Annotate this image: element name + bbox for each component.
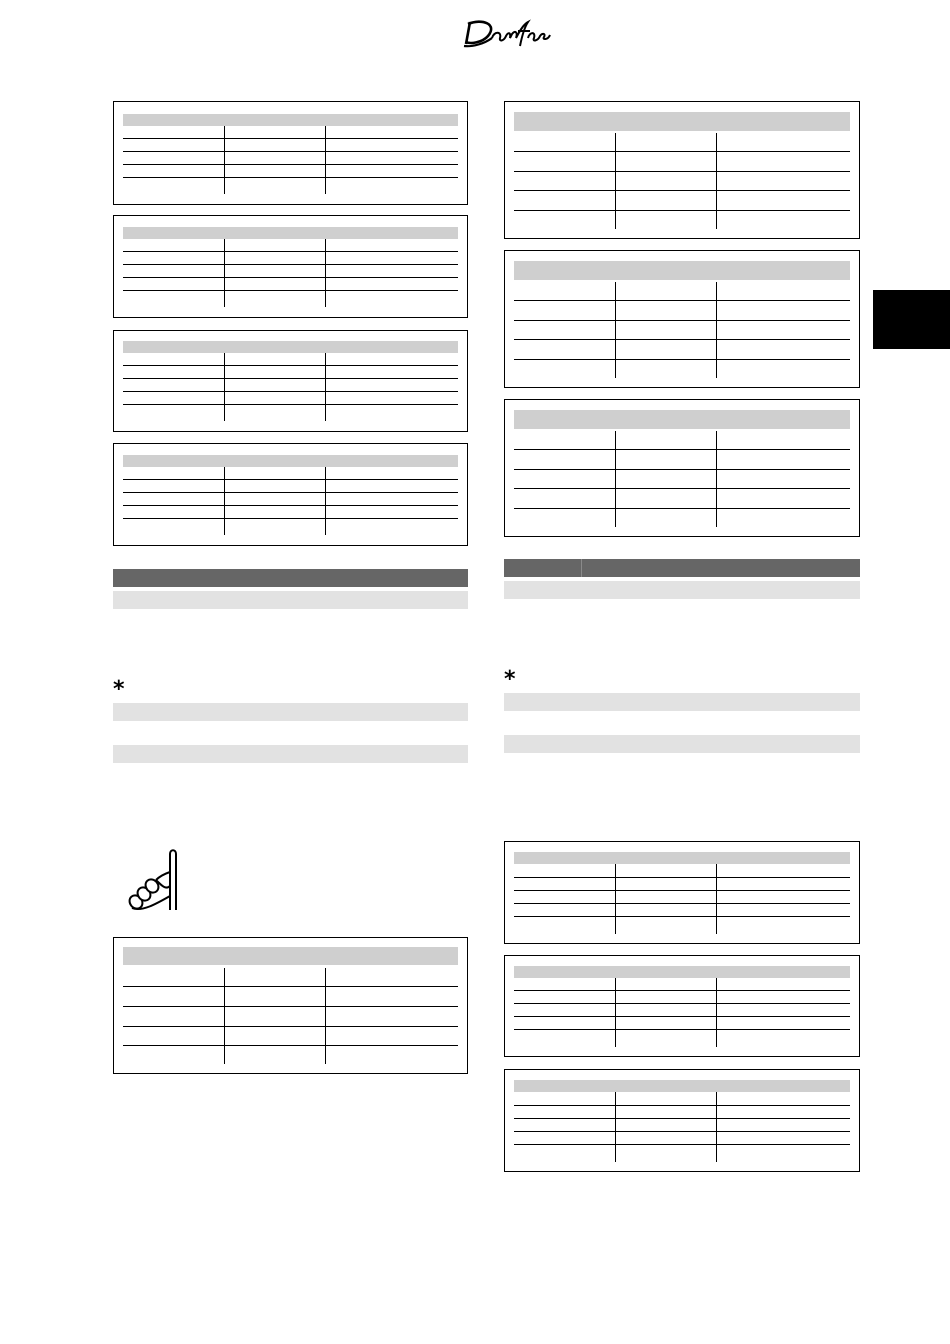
table-row (123, 165, 458, 178)
parameter-table (113, 443, 468, 546)
table-row (123, 278, 458, 291)
table-header (123, 114, 458, 126)
parameter-table (504, 955, 860, 1057)
table-header (123, 341, 458, 353)
table-header (514, 1080, 850, 1092)
parameter-table (504, 250, 860, 388)
table-header (123, 227, 458, 239)
table-row (514, 191, 850, 211)
parameter-title-bar (113, 569, 468, 587)
table-row (123, 252, 458, 265)
table-row (514, 450, 850, 470)
table-row (514, 891, 850, 904)
table-row (123, 139, 458, 152)
table-row (514, 282, 850, 301)
table-row (514, 1017, 850, 1030)
parameter-table (113, 937, 468, 1074)
table-header (514, 852, 850, 864)
parameter-range-bar (113, 591, 468, 609)
chapter-tab (873, 290, 950, 349)
table-row (514, 470, 850, 489)
bar-divider (581, 559, 582, 577)
table-row (123, 152, 458, 165)
brand-text: Danfoss (506, 52, 510, 53)
table-row (123, 506, 458, 519)
table-header (514, 112, 850, 131)
table-row (123, 265, 458, 278)
table-row (123, 126, 458, 139)
table-row (123, 480, 458, 493)
table-row (514, 1132, 850, 1145)
table-row (514, 978, 850, 991)
table-row (514, 1106, 850, 1119)
table-row (123, 1007, 458, 1027)
table-row (514, 991, 850, 1004)
asterisk-icon: * (504, 667, 516, 692)
parameter-table (504, 841, 860, 944)
option-bar (504, 693, 860, 711)
pointing-hand-note-icon (126, 846, 182, 916)
table-row (123, 353, 458, 366)
table-header (123, 947, 458, 965)
table-row (123, 392, 458, 405)
asterisk-icon: * (113, 677, 125, 702)
table-header (514, 261, 850, 280)
table-row (514, 489, 850, 509)
table-row (514, 172, 850, 191)
table-row (123, 493, 458, 506)
option-bar (113, 703, 468, 721)
table-row (514, 301, 850, 321)
table-row (123, 239, 458, 252)
table-row (514, 1004, 850, 1017)
table-header (514, 966, 850, 978)
table-row (123, 379, 458, 392)
option-bar (113, 745, 468, 763)
parameter-table (504, 399, 860, 537)
table-row (514, 1092, 850, 1106)
table-row (514, 152, 850, 172)
table-row (514, 133, 850, 152)
table-row (514, 340, 850, 360)
table-row (514, 321, 850, 340)
table-row (123, 987, 458, 1007)
table-row (123, 968, 458, 987)
parameter-table (113, 330, 468, 432)
table-row (123, 1027, 458, 1046)
table-row (514, 904, 850, 917)
table-row (514, 878, 850, 891)
parameter-title-bar (504, 559, 860, 577)
table-header (514, 410, 850, 429)
parameter-table (504, 1069, 860, 1172)
parameter-table (504, 101, 860, 239)
table-row (514, 431, 850, 450)
table-row (123, 366, 458, 379)
option-bar (504, 735, 860, 753)
parameter-table (113, 101, 468, 205)
table-row (123, 467, 458, 480)
table-row (514, 864, 850, 878)
table-header (123, 455, 458, 467)
danfoss-logo (458, 16, 554, 54)
parameter-table (113, 215, 468, 318)
table-row (514, 1119, 850, 1132)
parameter-range-bar (504, 581, 860, 599)
